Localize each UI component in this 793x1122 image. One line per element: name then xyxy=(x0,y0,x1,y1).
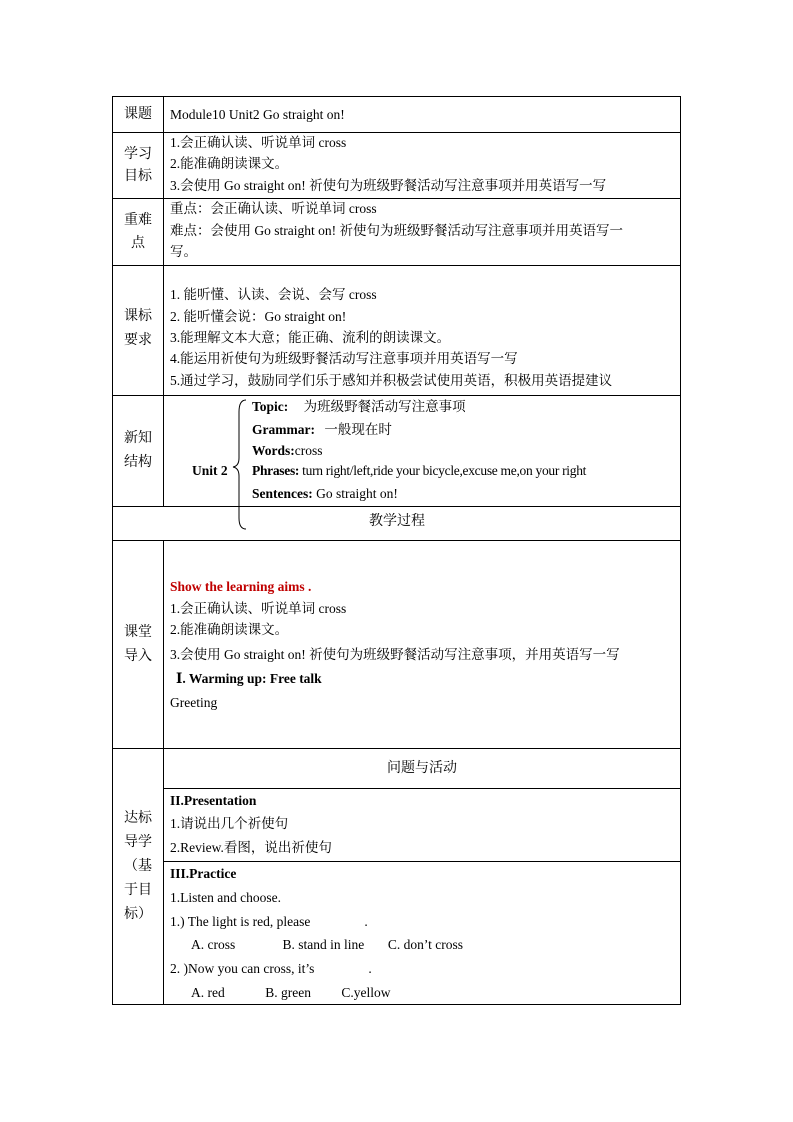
structure-topic-value: 为班级野餐活动写注意事项 xyxy=(303,399,466,414)
goals-label-5: 标） xyxy=(124,907,152,922)
standards-line-5: 5.通过学习，鼓励同学们乐于感知并积极尝试使用英语，积极用英语提建议 xyxy=(170,373,613,388)
structure-topic xyxy=(252,397,466,417)
standards-line-2: 2. 能听懂会说：Go straight on! xyxy=(170,309,347,324)
row-line xyxy=(112,265,681,266)
intro-line-3: 3.会使用 Go straight on! 祈使句为班级野餐活动写注意事项，并用英语写一写 xyxy=(170,647,620,662)
goals-label-4: 于目 xyxy=(124,883,152,898)
structure-sentences xyxy=(252,484,398,504)
practice-q2: 2. )Now you can cross, it’s . xyxy=(170,961,372,976)
topic-label: 课题 xyxy=(124,107,152,122)
structure-topic-key: Topic: xyxy=(252,399,289,414)
key-line-3: 写。 xyxy=(170,244,197,259)
practice-line-1: 1.Listen and choose. xyxy=(170,890,281,905)
label-column-divider xyxy=(163,96,164,506)
structure-phrases xyxy=(252,461,586,481)
structure-sentences-key: Sentences: xyxy=(252,486,313,501)
aims-line-2: 2.能准确朗读课文。 xyxy=(170,156,289,171)
goals-label-2: 导学 xyxy=(124,835,152,850)
aims-label-2: 目标 xyxy=(124,169,152,184)
practice-q1: 1.) The light is red, please . xyxy=(170,914,368,929)
aims-line-3: 3.会使用 Go straight on! 祈使句为班级野餐活动写注意事项并用英语写一写 xyxy=(170,178,607,193)
topic-content: Module10 Unit2 Go straight on! xyxy=(170,107,345,122)
standards-label-1: 课标 xyxy=(124,309,152,324)
goals-header: 问题与活动 xyxy=(387,761,457,776)
structure-phrases-key: Phrases: xyxy=(252,463,300,478)
row-line xyxy=(112,395,681,396)
row-line xyxy=(112,506,681,507)
table-border-right xyxy=(680,96,681,1005)
intro-line-1: 1.会正确认读、听说单词 cross xyxy=(170,601,347,616)
aims-label-1: 学习 xyxy=(124,147,152,162)
row-line xyxy=(112,540,681,541)
practice-title: III.Practice xyxy=(170,866,237,881)
standards-line-3: 3.能理解文本大意；能正确、流利的朗读课文。 xyxy=(170,330,451,345)
structure-words xyxy=(252,441,323,461)
structure-words-value: cross xyxy=(294,443,323,458)
process-header: 教学过程 xyxy=(369,514,425,529)
structure-unit: Unit 2 xyxy=(192,463,228,478)
structure-grammar-value: 一般现在时 xyxy=(324,422,392,437)
structure-phrases-value: turn right/left,ride your bicycle,excuse me,on your right xyxy=(302,463,587,478)
row-line xyxy=(112,748,681,749)
goals-label-3: （基 xyxy=(124,859,152,874)
structure-grammar-key: Grammar: xyxy=(252,422,315,437)
structure-label-2: 结构 xyxy=(124,455,152,470)
standards-line-4: 4.能运用祈使句为班级野餐活动写注意事项并用英语写一写 xyxy=(170,351,518,366)
intro-label-1: 课堂 xyxy=(124,625,152,640)
row-line xyxy=(112,1004,681,1005)
presentation-title: II.Presentation xyxy=(170,793,257,808)
structure-grammar xyxy=(252,420,392,440)
aims-line-1: 1.会正确认读、听说单词 cross xyxy=(170,135,347,150)
structure-label-1: 新知 xyxy=(124,431,152,446)
practice-q1-options: A. cross B. stand in line C. don’t cross xyxy=(191,937,463,952)
presentation-line-1: 1.请说出几个祈使句 xyxy=(170,816,289,831)
key-label-2: 点 xyxy=(131,236,145,251)
key-line-1: 重点：会正确认读、听说单词 cross xyxy=(170,201,377,216)
intro-greeting: Greeting xyxy=(170,695,218,710)
practice-q2-options: A. red B. green C.yellow xyxy=(191,985,391,1000)
structure-sentences-value: Go straight on! xyxy=(316,486,398,501)
intro-line-2: 2.能准确朗读课文。 xyxy=(170,622,289,637)
intro-aims-title: Show the learning aims . xyxy=(170,579,312,594)
presentation-line-2: 2.Review.看图，说出祈使句 xyxy=(170,840,332,855)
structure-words-key: Words: xyxy=(252,443,295,458)
standards-line-1: 1. 能听懂、认读、会说、会写 cross xyxy=(170,287,377,302)
row-line xyxy=(163,861,681,862)
goals-label-1: 达标 xyxy=(124,811,152,826)
row-line xyxy=(163,788,681,789)
standards-label-2: 要求 xyxy=(124,333,152,348)
key-label-1: 重难 xyxy=(124,213,152,228)
intro-label-2: 导入 xyxy=(124,649,152,664)
intro-warmup: Ⅰ. Warming up: Free talk xyxy=(176,671,322,686)
row-line xyxy=(112,96,681,97)
key-line-2: 难点：会使用 Go straight on! 祈使句为班级野餐活动写注意事项并用英语写一 xyxy=(170,223,623,238)
